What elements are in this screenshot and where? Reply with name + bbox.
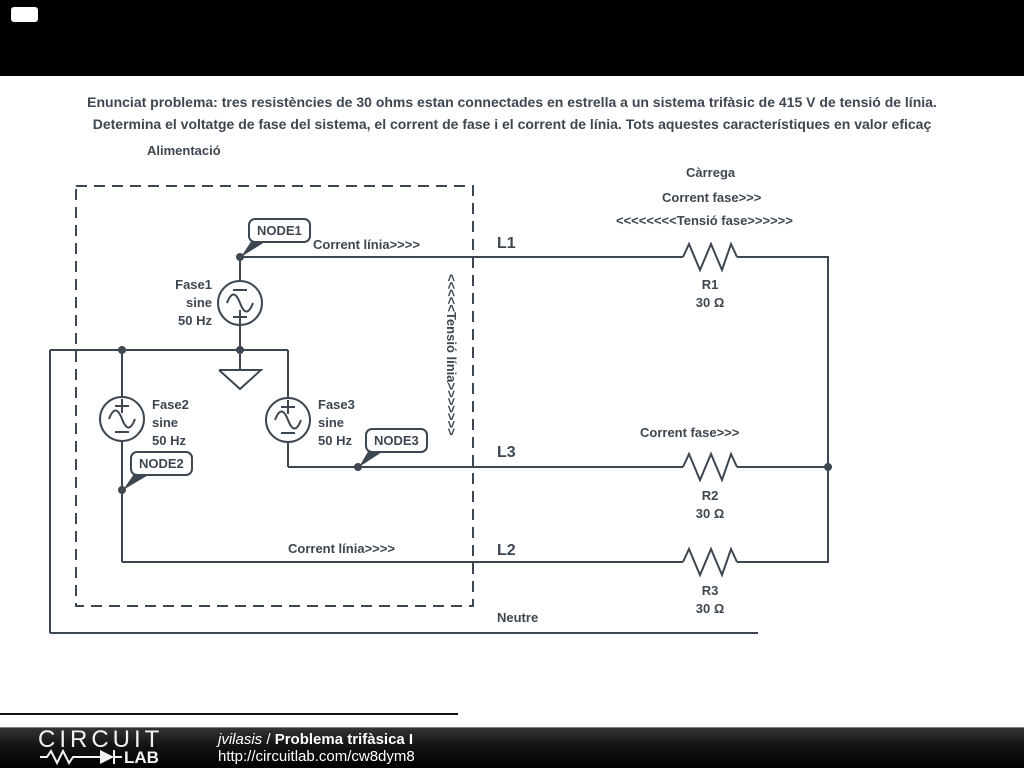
resistor-label-r2 bbox=[660, 487, 760, 523]
logo-circuit-text: CIRCUIT bbox=[38, 726, 164, 753]
fase1-name: Fase1 bbox=[175, 277, 212, 292]
annotation-corrent-linia-l2: Corrent línia>>>> bbox=[288, 541, 395, 556]
resistor-symbol-r2 bbox=[683, 454, 737, 480]
annotation-tensio-fase: <<<<<<<<Tensió fase>>>>>> bbox=[616, 213, 793, 228]
fase2-freq: 50 Hz bbox=[152, 433, 186, 448]
footer-title-line bbox=[218, 731, 415, 748]
r2-name: R2 bbox=[701, 488, 719, 503]
r1-value: 30 Ω bbox=[695, 295, 725, 310]
sine-wave-icon-fase3 bbox=[275, 412, 301, 429]
annotation-corrent-linia-l1: Corrent línia>>>> bbox=[313, 237, 420, 252]
node-callout-node2: NODE2 bbox=[130, 451, 193, 476]
fase1-type: sine bbox=[185, 295, 212, 310]
r2-value: 30 Ω bbox=[695, 506, 725, 521]
problem-line-2: Determina el voltatge de fase del sistema, el corrent de fase i el corrent de línia. Tots aquestes característiques en valor eficaç bbox=[92, 116, 932, 132]
source-label-fase1 bbox=[130, 276, 212, 330]
fase3-type: sine bbox=[318, 415, 345, 430]
junction-dot-star-b bbox=[236, 346, 244, 354]
problem-line-1: Enunciat problema: tres resistències de 30 ohms estan connectades en estrella a un sistema trifàsic de 415 V de tensió de línia. bbox=[87, 94, 937, 110]
resistor-label-r3 bbox=[660, 582, 760, 618]
resistor-symbol-r1 bbox=[683, 244, 737, 270]
annotation-corrent-fase-l3: Corrent fase>>> bbox=[640, 425, 740, 440]
node-callout-node1: NODE1 bbox=[248, 218, 311, 243]
load-section-label: Càrrega bbox=[686, 165, 736, 180]
node-dot-node2 bbox=[118, 486, 126, 494]
circuitlab-logo[interactable] bbox=[38, 726, 198, 767]
junction-dot-star-a bbox=[118, 346, 126, 354]
line-label-l2: L2 bbox=[497, 542, 516, 559]
r3-name: R3 bbox=[701, 583, 719, 598]
canvas-bottom-border bbox=[0, 713, 458, 715]
resistor-label-r1 bbox=[660, 276, 760, 312]
footer-attribution bbox=[218, 731, 415, 765]
source-label-fase3 bbox=[318, 396, 355, 450]
annotation-corrent-fase-load: Corrent fase>>> bbox=[662, 190, 762, 205]
r3-value: 30 Ω bbox=[695, 601, 725, 616]
fase1-freq: 50 Hz bbox=[178, 313, 212, 328]
footer-url[interactable]: http://circuitlab.com/cw8dym8 bbox=[218, 748, 415, 765]
junction-dot-load-star bbox=[824, 463, 832, 471]
line-label-l1: L1 bbox=[497, 235, 516, 252]
footer-bar bbox=[0, 727, 1024, 768]
wire-neutral bbox=[50, 350, 758, 633]
sine-wave-icon-fase1 bbox=[227, 295, 253, 312]
footer-separator: / bbox=[262, 731, 275, 748]
line-label-neutre: Neutre bbox=[497, 610, 539, 625]
line-label-l3: L3 bbox=[497, 444, 516, 461]
fase2-name: Fase2 bbox=[152, 397, 189, 412]
resistor-symbol-r3 bbox=[683, 549, 737, 575]
r1-name: R1 bbox=[701, 277, 719, 292]
fase2-type: sine bbox=[152, 415, 179, 430]
callout-tail-node2 bbox=[123, 474, 150, 490]
fase3-name: Fase3 bbox=[318, 397, 355, 412]
fase3-freq: 50 Hz bbox=[318, 433, 352, 448]
footer-author: jvilasis bbox=[218, 731, 263, 748]
footer-circuit-title: Problema trifàsica I bbox=[274, 731, 414, 748]
ground-icon bbox=[219, 350, 261, 389]
source-label-fase2 bbox=[152, 396, 189, 450]
sine-wave-icon-fase2 bbox=[109, 411, 135, 428]
logo-resistor-diode-icon bbox=[38, 749, 198, 766]
logo-lab-text: LAB bbox=[124, 749, 159, 766]
node-dot-node1 bbox=[236, 253, 244, 261]
supply-section-label: Alimentació bbox=[147, 143, 221, 158]
annotation-tensio-linia-vertical: <<<<<Tensió línia>>>>>>> bbox=[444, 274, 459, 436]
node-callout-node3: NODE3 bbox=[365, 428, 428, 453]
